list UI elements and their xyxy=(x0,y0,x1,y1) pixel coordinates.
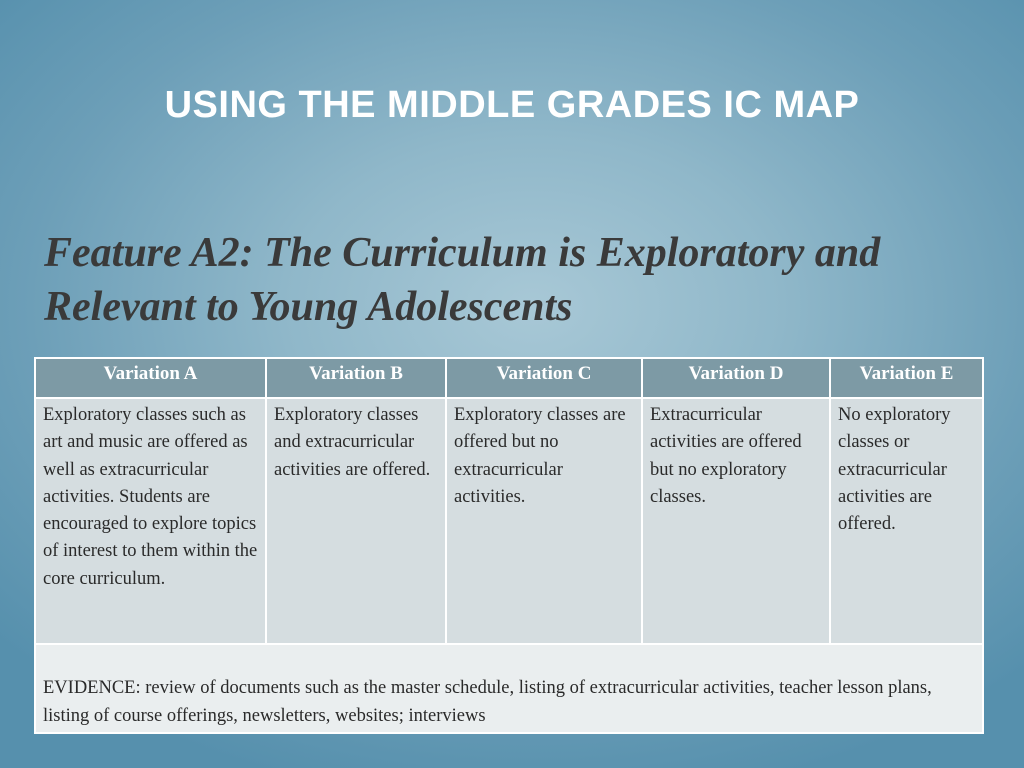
header-variation-d: Variation D xyxy=(642,358,830,398)
evidence-text: EVIDENCE: review of documents such as the master schedule, listing of extracurricular activities, teacher lesson plans, listing of course offerings, newsletters, websites; interviews xyxy=(35,644,983,733)
header-variation-e: Variation E xyxy=(830,358,983,398)
table-row xyxy=(35,398,983,644)
cell-variation-b: Exploratory classes and extracurricular activities are offered. xyxy=(266,398,446,644)
header-variation-b: Variation B xyxy=(266,358,446,398)
table-header-row xyxy=(35,358,983,398)
ic-map-table xyxy=(34,357,984,734)
header-variation-a: Variation A xyxy=(35,358,266,398)
cell-variation-c: Exploratory classes are offered but no extracurricular activities. xyxy=(446,398,642,644)
feature-subtitle: Feature A2: The Curriculum is Exploratory and Relevant to Young Adolescents xyxy=(44,230,881,330)
cell-variation-e: No exploratory classes or extracurricular activities are offered. xyxy=(830,398,983,644)
slide-title: USING THE MIDDLE GRADES IC MAP xyxy=(164,84,860,126)
cell-variation-d: Extracurricular activities are offered but no exploratory classes. xyxy=(642,398,830,644)
cell-variation-a: Exploratory classes such as art and music are offered as well as extracurricular activities. Students are encouraged to explore topics of interest to them within the core curriculum. xyxy=(35,398,266,644)
evidence-row xyxy=(35,644,983,733)
header-variation-c: Variation C xyxy=(446,358,642,398)
